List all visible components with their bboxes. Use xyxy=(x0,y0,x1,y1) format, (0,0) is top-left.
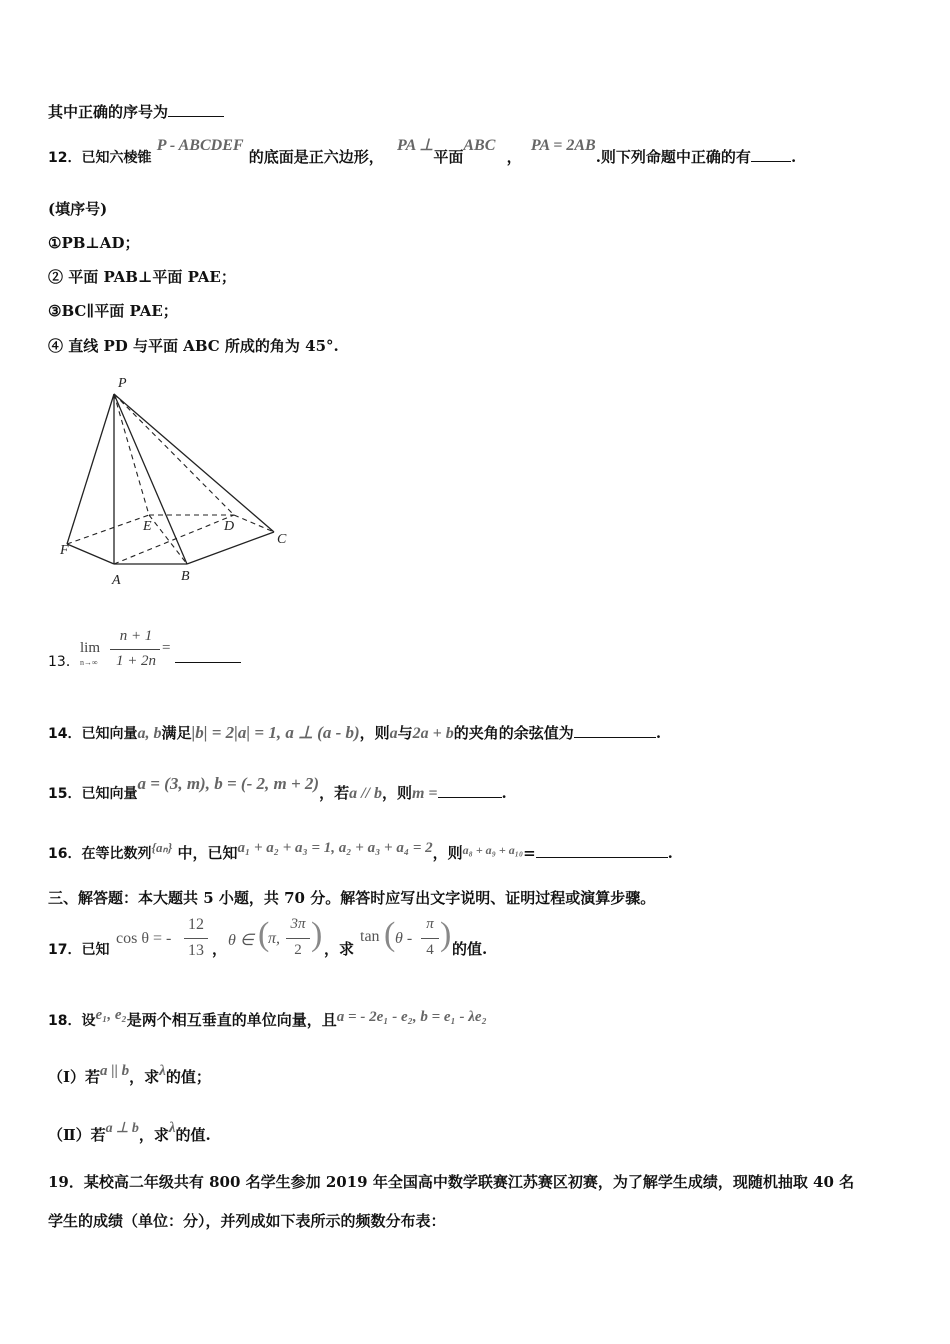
q16-blank xyxy=(536,843,668,858)
q12-option-3: ③BC∥平面 PAE； xyxy=(48,302,178,320)
pyramid-figure xyxy=(52,372,302,592)
question-18-part-1: （Ⅰ）若a || b，求λ的值； xyxy=(48,1063,211,1086)
question-13: 13． xyxy=(48,654,80,670)
edge-FE xyxy=(67,515,149,544)
section-3-header: 三、解答题：本大题共 5 小题，共 70 分。解答时应写出文字说明、证明过程或演算步骤。 xyxy=(48,889,656,907)
q13-blank xyxy=(175,648,241,663)
edge-BC xyxy=(187,532,274,564)
label-C: C xyxy=(277,532,287,547)
q12-option-2: ② 平面 PAB⊥平面 PAE； xyxy=(48,268,236,286)
label-E: E xyxy=(143,519,152,534)
label-F: F xyxy=(60,543,69,558)
edge-DC xyxy=(234,515,274,532)
edge-PE xyxy=(114,394,149,515)
question-19-line-2: 学生的成绩（单位：分），并列成如下表所示的频数分布表： xyxy=(48,1212,446,1230)
edge-FA xyxy=(67,544,114,564)
edge-AD xyxy=(114,515,234,564)
edge-PC xyxy=(114,394,274,532)
edge-EB xyxy=(149,515,187,564)
question-14: 14．已知向量a, b满足|b| = 2|a| = 1, a ⊥ (a - b)，则a与2a + b的夹角的余弦值为 . xyxy=(48,723,662,742)
label-P: P xyxy=(118,376,127,391)
q17-expression: cos θ = - 12 13 ， θ ∈ ( π, 3π 2 ) ，求 tan ( θ - π 4 ) 的值. xyxy=(116,916,488,959)
question-18: 18．设e₁, e₂是两个相互垂直的单位向量，且a = - 2e₁ - e₂, b = e₁ - λe₂ xyxy=(48,1007,487,1029)
q12-option-1: ①PB⊥AD； xyxy=(48,234,140,252)
answer-blank xyxy=(168,102,224,117)
label-D: D xyxy=(224,519,235,534)
edge-PF xyxy=(67,394,114,544)
question-12: 12．已知六棱锥 P - ABCDEF 的底面是正六边形， PA ⊥平面ABC ， PA = 2AB.则下列命题中正确的有 . xyxy=(48,137,797,166)
question-16: 16．在等比数列{aₙ} 中，已知a₁ + a₂ + a₃ = 1, a₂ + a₃ + a₄ = 2，则$^{a_8 + a_9 + a_{10}}$= . xyxy=(48,840,673,862)
label-B: B xyxy=(181,569,190,584)
q12-fill-hint: (填序号) xyxy=(48,200,108,218)
question-18-part-2: （Ⅱ）若a ⊥ b，求λ的值. xyxy=(48,1120,211,1144)
question-15: 15．已知向量a = (3, m), b = (- 2, m + 2)，若a // b，则m = . xyxy=(48,774,507,802)
question-17: 17．已知 xyxy=(48,942,110,958)
q14-blank xyxy=(574,723,656,738)
question-19-line-1: 19．某校高二年级共有 800 名学生参加 2019 年全国高中数学联赛江苏赛区初赛，为了解学生成绩，现随机抽取 40 名 xyxy=(48,1173,855,1191)
q15-blank xyxy=(438,783,502,798)
label-A: A xyxy=(112,573,121,588)
answer-line: 其中正确的序号为 xyxy=(48,101,224,123)
q12-option-4: ④ 直线 PD 与平面 ABC 所成的角为 45°. xyxy=(48,337,339,355)
q12-blank xyxy=(751,147,791,162)
